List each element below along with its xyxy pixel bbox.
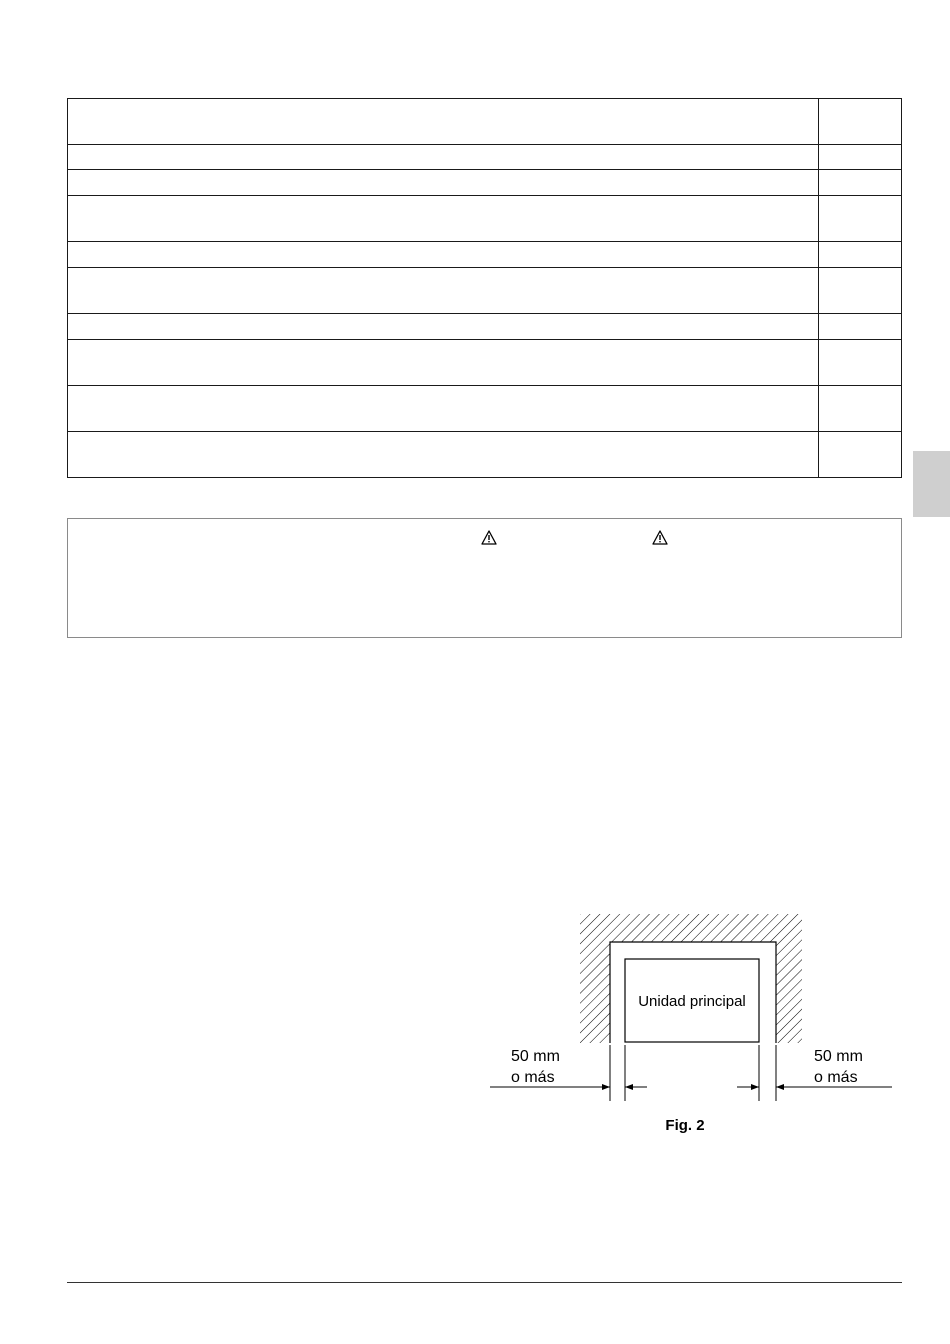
table-row xyxy=(68,170,902,196)
warning-triangle-icon xyxy=(652,530,668,545)
row-item-cell xyxy=(68,170,819,196)
installation-clearance-figure xyxy=(480,905,900,1145)
row-check-cell xyxy=(819,99,902,145)
table-row xyxy=(68,340,902,386)
row-check-cell xyxy=(819,196,902,242)
table-row xyxy=(68,242,902,268)
row-check-cell xyxy=(819,145,902,170)
row-check-cell xyxy=(819,340,902,386)
figure-caption: Fig. 2 xyxy=(665,1117,705,1134)
row-item-cell xyxy=(68,268,819,314)
left-clearance-suffix: o más xyxy=(511,1069,555,1086)
row-check-cell xyxy=(819,432,902,478)
section-tab xyxy=(913,451,950,517)
table-row xyxy=(68,268,902,314)
checklist-table xyxy=(67,98,902,478)
main-unit-label: Unidad principal xyxy=(638,993,746,1010)
notice-box xyxy=(67,518,902,638)
footer-rule xyxy=(67,1282,902,1283)
row-check-cell xyxy=(819,268,902,314)
warning-triangle-icon xyxy=(481,530,497,545)
row-item-cell xyxy=(68,99,819,145)
table-row xyxy=(68,99,902,145)
table-row xyxy=(68,432,902,478)
right-clearance-suffix: o más xyxy=(814,1069,858,1086)
left-clearance-value: 50 mm xyxy=(511,1048,560,1065)
table-row xyxy=(68,196,902,242)
row-item-cell xyxy=(68,432,819,478)
row-item-cell xyxy=(68,340,819,386)
table-row xyxy=(68,386,902,432)
table-row xyxy=(68,314,902,340)
row-check-cell xyxy=(819,386,902,432)
row-item-cell xyxy=(68,242,819,268)
row-check-cell xyxy=(819,170,902,196)
row-item-cell xyxy=(68,145,819,170)
row-item-cell xyxy=(68,386,819,432)
table-row xyxy=(68,145,902,170)
row-item-cell xyxy=(68,314,819,340)
row-item-cell xyxy=(68,196,819,242)
row-check-cell xyxy=(819,242,902,268)
row-check-cell xyxy=(819,314,902,340)
right-clearance-value: 50 mm xyxy=(814,1048,863,1065)
